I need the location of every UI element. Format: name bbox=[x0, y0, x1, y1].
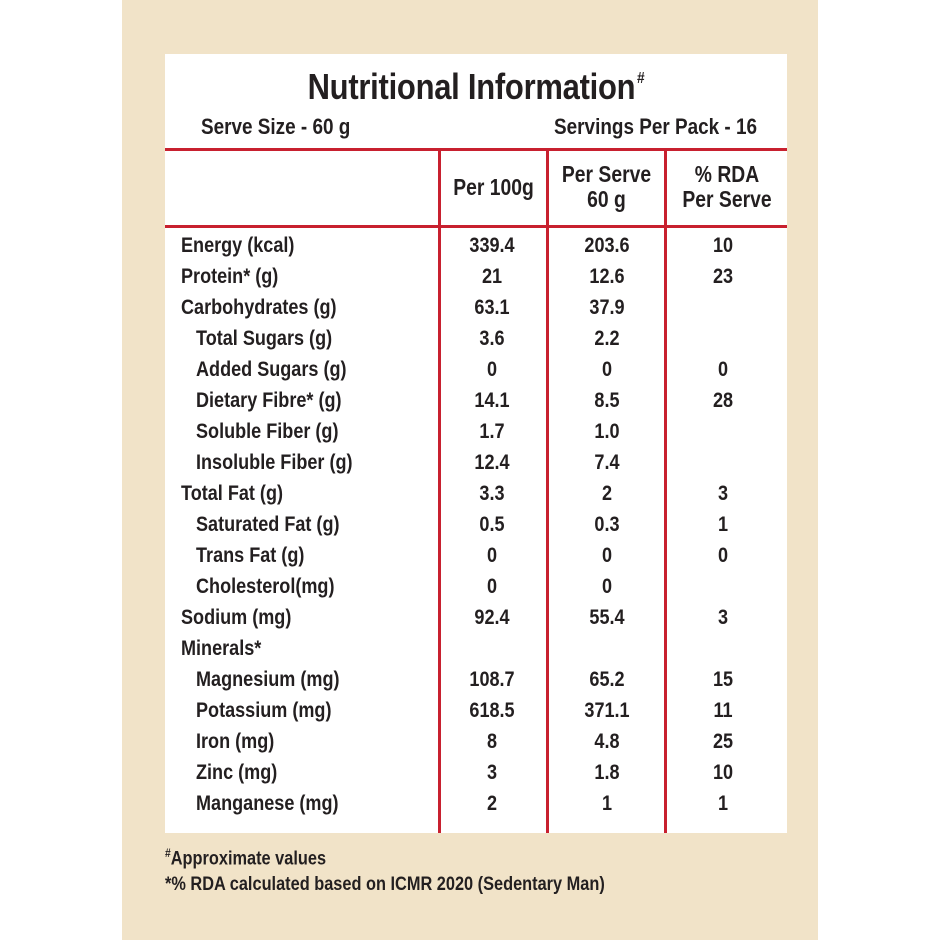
per-100g-value: 339.4 bbox=[469, 234, 515, 257]
rda-value: 3 bbox=[717, 482, 729, 505]
table-row bbox=[165, 230, 787, 261]
rda-value: 10 bbox=[712, 234, 734, 257]
nutrient-name: Manganese (mg) bbox=[196, 792, 339, 815]
nutrient-name: Potassium (mg) bbox=[196, 699, 332, 722]
table-row bbox=[165, 261, 787, 292]
footnote-approximate bbox=[165, 846, 326, 870]
rda-value: 11 bbox=[713, 699, 733, 722]
nutrient-name: Trans Fat (g) bbox=[196, 544, 305, 567]
per-serve-value: 8.5 bbox=[594, 389, 620, 412]
per-100g-value: 3.6 bbox=[479, 327, 505, 350]
table-row bbox=[165, 478, 787, 509]
per-100g-value: 0 bbox=[486, 544, 498, 567]
table-row bbox=[165, 292, 787, 323]
nutrient-name: Energy (kcal) bbox=[181, 234, 295, 257]
rda-value: 0 bbox=[717, 544, 729, 567]
per-100g-value: 2 bbox=[486, 792, 498, 815]
title-footnote-mark: # bbox=[637, 70, 645, 87]
nutrient-name: Iron (mg) bbox=[196, 730, 275, 753]
nutrient-name: Protein* (g) bbox=[181, 265, 279, 288]
per-100g-value: 1.7 bbox=[479, 420, 505, 443]
per-serve-value: 65.2 bbox=[589, 668, 625, 691]
per-serve-value: 12.6 bbox=[589, 265, 625, 288]
nutrient-name: Total Fat (g) bbox=[181, 482, 283, 505]
nutrient-name: Added Sugars (g) bbox=[196, 358, 347, 381]
nutrient-name: Magnesium (mg) bbox=[196, 668, 340, 691]
footnote-approximate-text: Approximate values bbox=[170, 848, 327, 870]
table-row bbox=[165, 571, 787, 602]
title-text: Nutritional Information bbox=[307, 66, 636, 107]
table-row bbox=[165, 633, 787, 664]
table-row bbox=[165, 695, 787, 726]
nutrient-name: Insoluble Fiber (g) bbox=[196, 451, 353, 474]
per-100g-value: 108.7 bbox=[469, 668, 515, 691]
nutrient-name: Dietary Fibre* (g) bbox=[196, 389, 342, 412]
per-100g-value: 92.4 bbox=[474, 606, 510, 629]
per-serve-value: 0 bbox=[601, 544, 613, 567]
per-serve-value: 1 bbox=[601, 792, 613, 815]
per-serve-value: 55.4 bbox=[589, 606, 625, 629]
per-100g-value: 0 bbox=[486, 358, 498, 381]
nutrient-name: Zinc (mg) bbox=[196, 761, 278, 784]
per-100g-value: 63.1 bbox=[474, 296, 510, 319]
per-100g-value: 0 bbox=[486, 575, 498, 598]
serve-size: Serve Size - 60 g bbox=[201, 114, 351, 139]
per-100g-value: 3 bbox=[486, 761, 498, 784]
table-row bbox=[165, 416, 787, 447]
per-serve-value: 7.4 bbox=[594, 451, 620, 474]
per-100g-value: 21 bbox=[481, 265, 503, 288]
rda-value: 10 bbox=[712, 761, 734, 784]
rda-value: 25 bbox=[712, 730, 734, 753]
rda-value: 1 bbox=[717, 513, 729, 536]
per-serve-value: 0.3 bbox=[594, 513, 620, 536]
per-serve-value: 0 bbox=[601, 358, 613, 381]
col-header-per-serve-line1: Per Serve bbox=[561, 161, 652, 187]
nutrition-label bbox=[165, 54, 787, 833]
header-top-rule bbox=[165, 148, 787, 151]
nutrient-name: Saturated Fat (g) bbox=[196, 513, 340, 536]
footnote-mark: # bbox=[165, 846, 171, 860]
per-100g-value: 14.1 bbox=[474, 389, 510, 412]
servings-per-pack: Servings Per Pack - 16 bbox=[554, 114, 757, 139]
footnote-rda: *% RDA calculated based on ICMR 2020 (Sedentary Man) bbox=[165, 874, 605, 895]
per-serve-value: 4.8 bbox=[594, 730, 620, 753]
table-row bbox=[165, 757, 787, 788]
per-serve-value: 203.6 bbox=[584, 234, 630, 257]
per-serve-value: 37.9 bbox=[589, 296, 625, 319]
col-header-rda-line1: % RDA bbox=[694, 161, 760, 187]
table-row bbox=[165, 447, 787, 478]
per-serve-value: 1.8 bbox=[594, 761, 620, 784]
rda-value: 15 bbox=[712, 668, 734, 691]
per-100g-value: 8 bbox=[486, 730, 498, 753]
per-serve-value: 1.0 bbox=[594, 420, 620, 443]
nutrient-name: Minerals* bbox=[181, 637, 262, 660]
nutrient-name: Soluble Fiber (g) bbox=[196, 420, 339, 443]
col-header-per-serve bbox=[558, 162, 655, 212]
per-serve-value: 2 bbox=[601, 482, 613, 505]
table-row bbox=[165, 509, 787, 540]
per-100g-value: 3.3 bbox=[479, 482, 505, 505]
col-header-per-serve-line2: 60 g bbox=[587, 186, 626, 212]
per-serve-value: 0 bbox=[601, 575, 613, 598]
table-row bbox=[165, 664, 787, 695]
nutrient-name: Cholesterol(mg) bbox=[196, 575, 335, 598]
per-serve-value: 2.2 bbox=[594, 327, 620, 350]
per-100g-value: 0.5 bbox=[479, 513, 505, 536]
rda-value: 28 bbox=[712, 389, 734, 412]
col-header-rda-line2: Per Serve bbox=[682, 186, 772, 212]
table-row bbox=[165, 726, 787, 757]
table-row bbox=[165, 788, 787, 819]
table-row bbox=[165, 385, 787, 416]
nutrient-name: Carbohydrates (g) bbox=[181, 296, 337, 319]
per-serve-value: 371.1 bbox=[584, 699, 630, 722]
col-header-rda bbox=[677, 162, 778, 212]
rda-value: 23 bbox=[712, 265, 734, 288]
rda-value: 3 bbox=[717, 606, 729, 629]
per-100g-value: 12.4 bbox=[474, 451, 510, 474]
label-title bbox=[209, 66, 744, 108]
per-100g-value: 618.5 bbox=[469, 699, 515, 722]
col-header-per-100g: Per 100g bbox=[453, 174, 534, 200]
rda-value: 1 bbox=[717, 792, 729, 815]
rda-value: 0 bbox=[717, 358, 729, 381]
nutrient-name: Sodium (mg) bbox=[181, 606, 292, 629]
header-bottom-rule bbox=[165, 225, 787, 228]
nutrient-name: Total Sugars (g) bbox=[196, 327, 333, 350]
table-row bbox=[165, 323, 787, 354]
table-row bbox=[165, 540, 787, 571]
table-row bbox=[165, 354, 787, 385]
table-row bbox=[165, 602, 787, 633]
